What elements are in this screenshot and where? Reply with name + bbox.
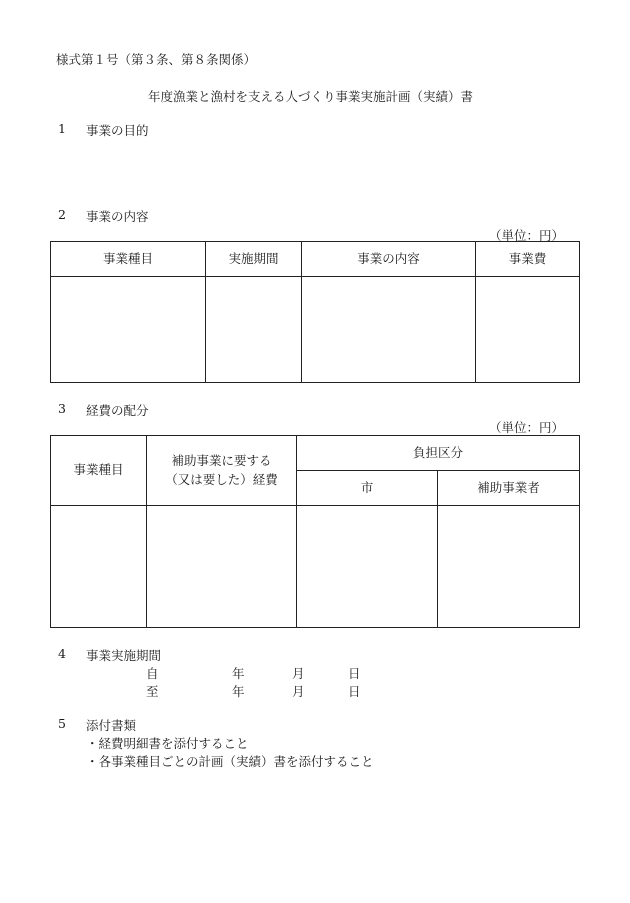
period-to-year: 年 xyxy=(232,684,245,699)
content-header-item: 事業種目 xyxy=(51,242,206,277)
expense-header-city: 市 xyxy=(297,471,438,506)
expense-header-cost-line1: 補助事業に要する xyxy=(171,452,272,468)
period-to-label: 至 xyxy=(146,684,159,699)
document-title: 年度漁業と漁村を支える人づくり事業実施計画（実績）書 xyxy=(148,89,474,104)
expense-cell-cost[interactable] xyxy=(147,506,297,628)
content-cell-cost[interactable] xyxy=(476,277,580,383)
attachment-item: ・経費明細書を添付すること xyxy=(86,736,249,751)
expense-table xyxy=(50,435,580,628)
period-to-day: 日 xyxy=(348,684,361,699)
section-1-number: 1 xyxy=(58,121,66,136)
expense-cell-item[interactable] xyxy=(51,506,147,628)
period-to-month: 月 xyxy=(292,684,305,699)
section-2-title: 事業の内容 xyxy=(86,209,149,224)
expense-cell-operator[interactable] xyxy=(438,506,580,628)
content-cell-item[interactable] xyxy=(51,277,206,383)
content-header-cost: 事業費 xyxy=(476,242,580,277)
section-4-title: 事業実施期間 xyxy=(86,648,162,663)
content-table xyxy=(50,241,580,383)
form-label: 様式第１号（第３条、第８条関係） xyxy=(56,52,257,67)
expense-header-cost xyxy=(147,436,297,506)
expense-header-operator: 補助事業者 xyxy=(438,471,580,506)
content-cell-content[interactable] xyxy=(302,277,476,383)
content-header-content: 事業の内容 xyxy=(302,242,476,277)
section-3-number: 3 xyxy=(58,401,66,416)
section-5-number: 5 xyxy=(58,716,66,731)
section-1-title: 事業の目的 xyxy=(86,123,149,138)
expense-header-burden: 負担区分 xyxy=(297,436,580,471)
period-from-day: 日 xyxy=(348,666,361,681)
attachment-item: ・各事業種目ごとの計画（実績）書を添付すること xyxy=(86,754,374,769)
period-from-year: 年 xyxy=(232,666,245,681)
expense-cell-city[interactable] xyxy=(297,506,438,628)
content-cell-period[interactable] xyxy=(206,277,302,383)
section-4-number: 4 xyxy=(58,646,66,661)
section-3-title: 経費の配分 xyxy=(86,403,149,418)
section-2-unit: （単位：円） xyxy=(488,228,564,243)
expense-header-item: 事業種目 xyxy=(51,436,147,506)
section-2-number: 2 xyxy=(58,207,66,222)
period-from-label: 自 xyxy=(146,666,159,681)
period-from-month: 月 xyxy=(292,666,305,681)
section-5-title: 添付書類 xyxy=(86,718,137,733)
expense-header-cost-line2: （又は要した）経費 xyxy=(165,471,278,487)
content-header-period: 実施期間 xyxy=(206,242,302,277)
section-3-unit: （単位：円） xyxy=(488,420,564,435)
